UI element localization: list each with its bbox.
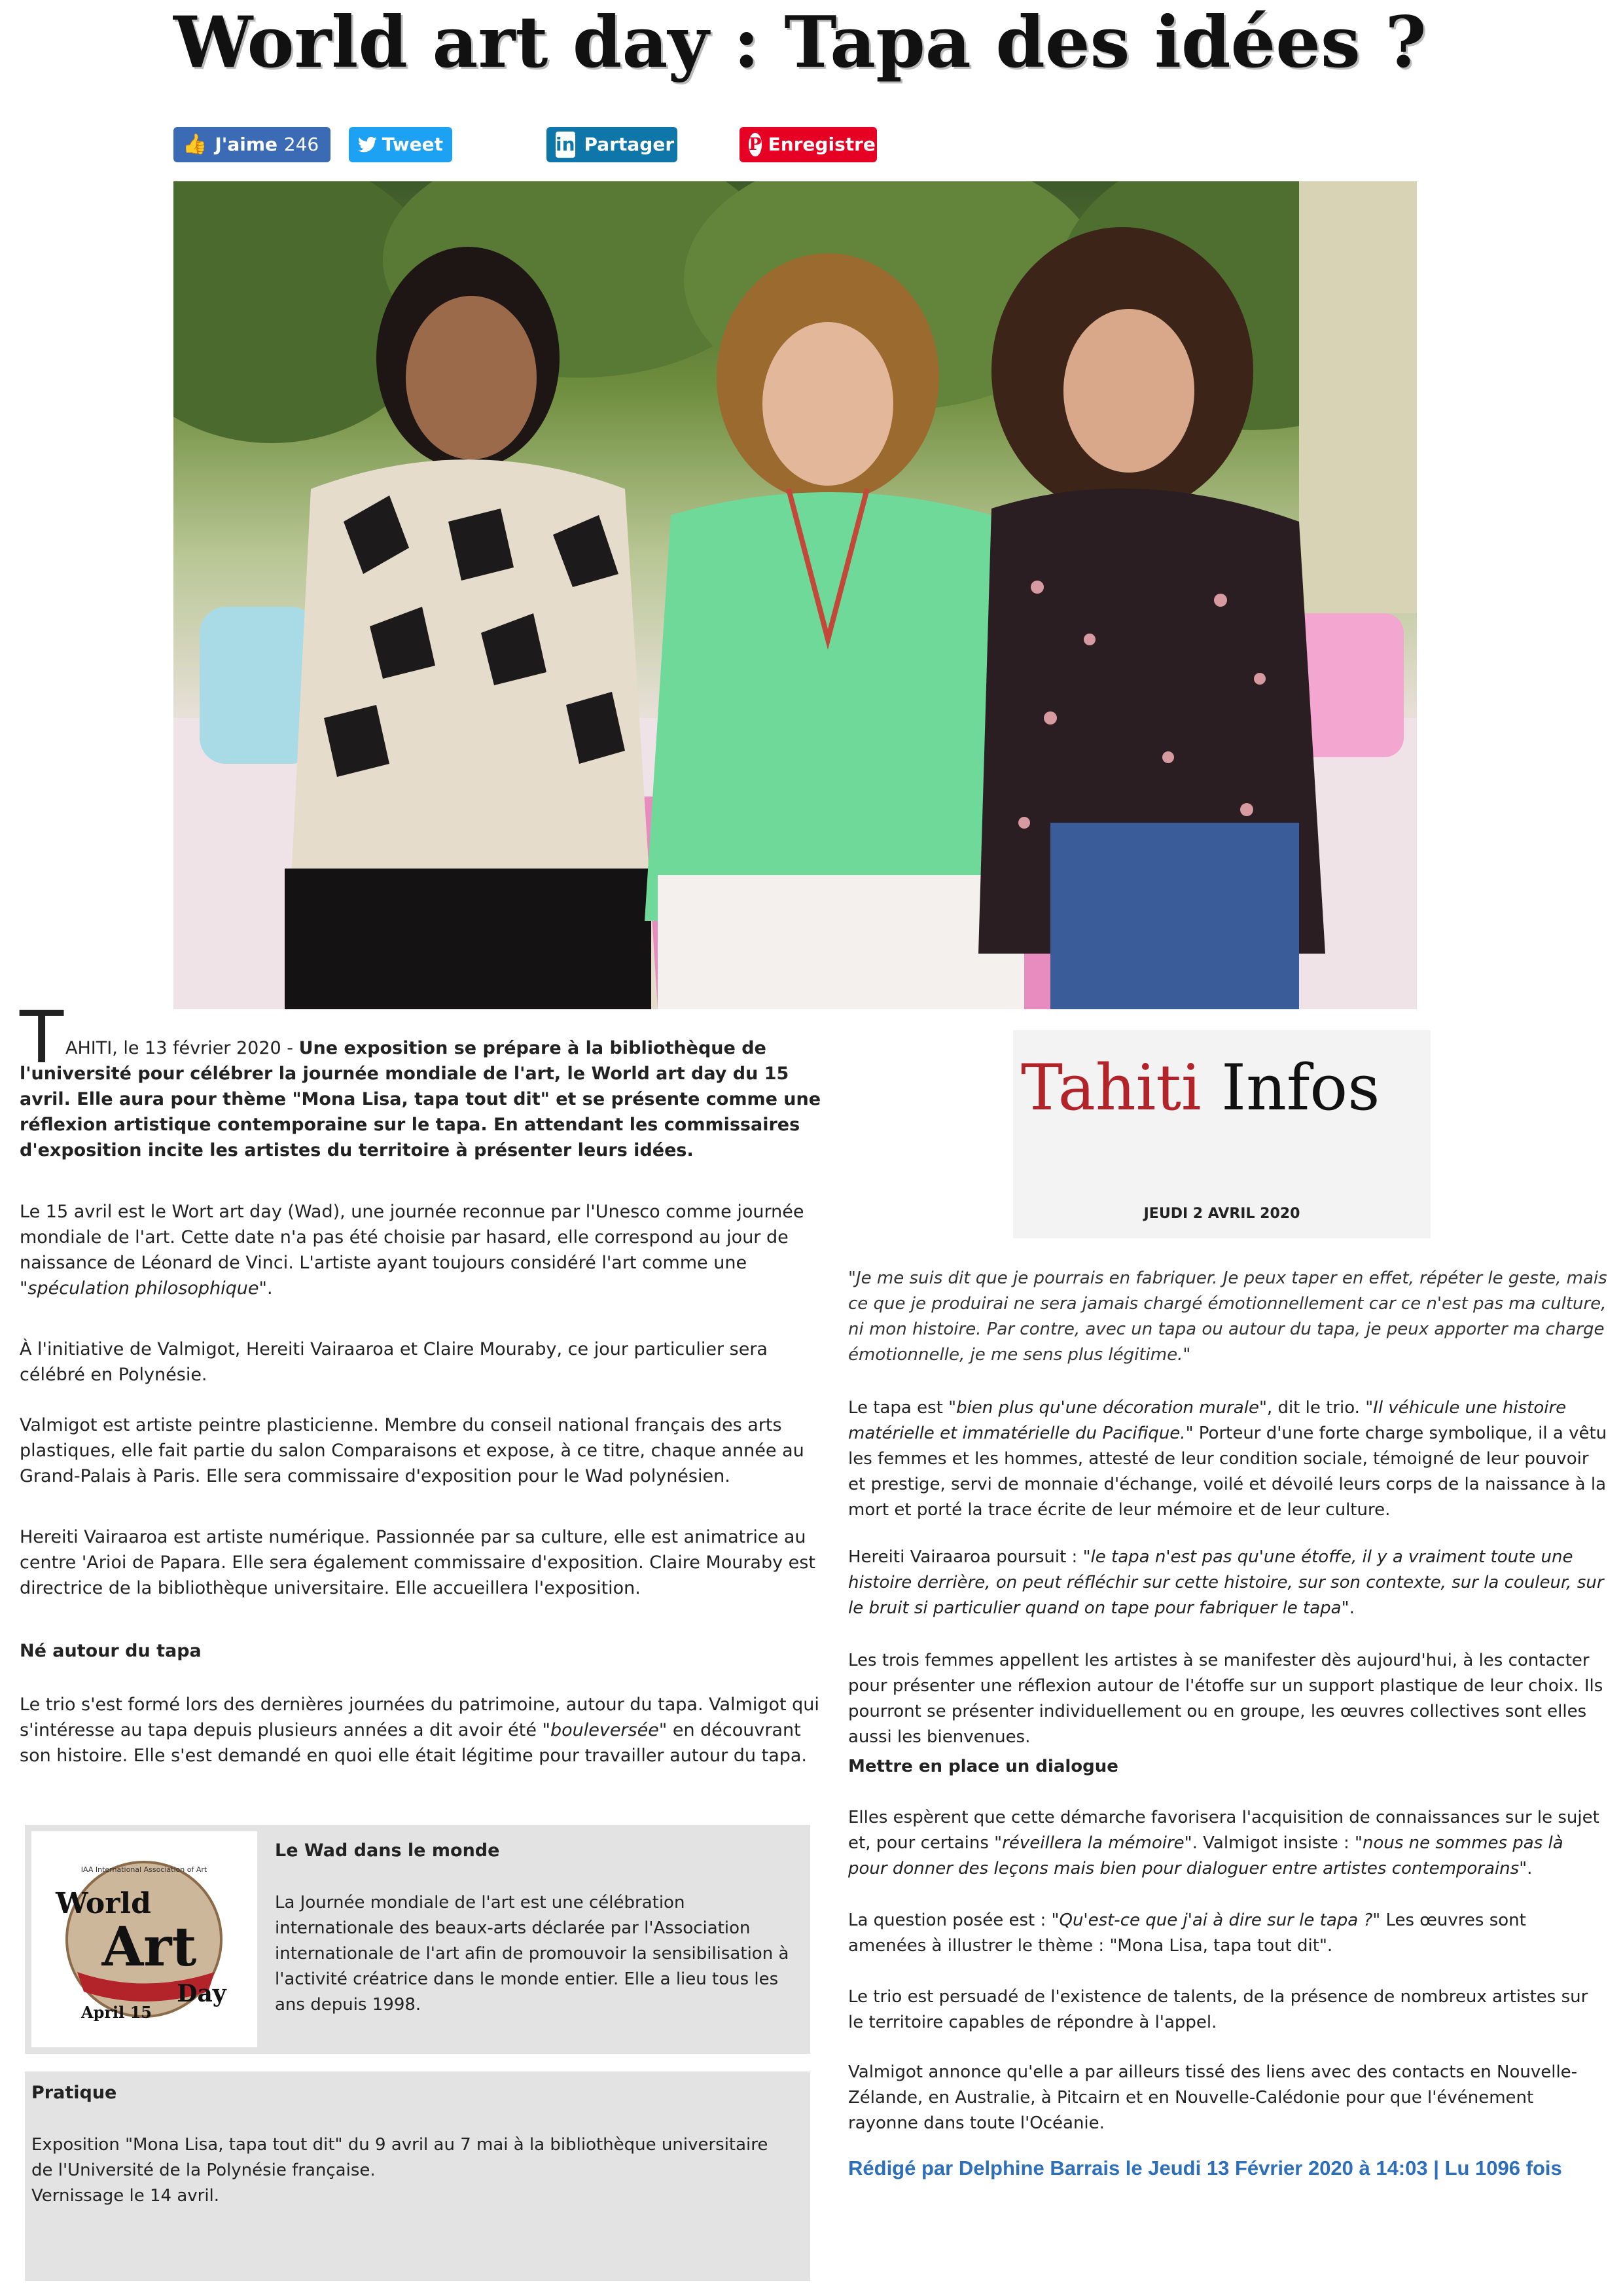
logo-world: World [56, 1887, 151, 1920]
emphasis: nous ne sommes pas là pour donner des leçons mais bien pour dialoguer entre artistes contemporains [848, 1833, 1563, 1878]
dropcap: T [20, 996, 64, 1079]
section-subheading: Né autour du tapa [20, 1641, 202, 1661]
wad-box-title: Le Wad dans le monde [275, 1840, 500, 1861]
article-photo [173, 181, 1417, 1009]
text: Hereiti Vairaaroa poursuit : " [848, 1547, 1091, 1567]
pratique-line: Exposition "Mona Lisa, tapa tout dit" du 9 avril au 7 mai à la bibliothèque universitaire de l'Université de la Polynésie française. [31, 2135, 768, 2180]
pratique-line: Vernissage le 14 avril. [31, 2186, 220, 2206]
world-art-day-logo [31, 1831, 257, 2047]
paragraph [848, 1395, 1607, 1523]
lead-text: Une exposition se prépare à la bibliothèque de l'université pour célébrer la journée mondiale de l'art, le World art day du 15 avril. Elle aura pour thème "Mona Lisa, tapa tout dit" et se présente comme une réflexion artistique contemporaine sur le tapa. En attendant les commissaires d'exposition incite les artistes du territoire à présenter leurs idées. [20, 1038, 821, 1160]
intro-paragraph [20, 1035, 831, 1163]
thumbs-up-icon: 👍 [183, 133, 207, 156]
twitter-bird-icon [358, 135, 377, 154]
text: Elles espèrent que cette démarche favorisera l'acquisition de connaissances sur le sujet et, pour certains " [848, 1808, 1599, 1853]
text: " Porteur d'une forte charge symbolique, il a vêtu les femmes et les hommes, attesté de leur condition sociale, témoigné de leur pouvoir et prestige, servi de monnaie d'échange, voilé et dévoilé leurs corps de la naissance à la mort et porté la trace écrite de leur mémoire et de leur culture. [848, 1424, 1607, 1520]
emphasis: réveillera la mémoire [1002, 1833, 1185, 1853]
masthead-date: JEUDI 2 AVRIL 2020 [1143, 1206, 1300, 1222]
logo-small-text: IAA International Association of Art [80, 1865, 207, 1874]
text: ", dit le trio. " [1258, 1398, 1374, 1418]
pratique-title: Pratique [31, 2083, 117, 2103]
linkedin-icon: in [556, 132, 575, 158]
pinterest-label: Enregistrer [768, 134, 885, 155]
emphasis: bien plus qu'une décoration murale [956, 1398, 1259, 1418]
text: " Les œuvres sont amenées à illustrer le thème : "Mona Lisa, tapa tout dit". [848, 1910, 1526, 1956]
wad-box-text: La Journée mondiale de l'art est une célébration internationale des beaux-arts déclarée par l'Association internationale de l'art afin de promouvoir la sensibilisation à l'activité créatrice dans le monde entier. Elle a lieu tous les ans depuis 1998. [275, 1893, 789, 2015]
masthead-word-infos: Infos [1221, 1051, 1380, 1124]
tweet-button[interactable] [349, 127, 452, 162]
text: " en découvrant son histoire. Elle s'est demandé en quoi elle était légitime pour travailler autour du tapa. [20, 1720, 808, 1766]
text: ". Valmigot insiste : " [1184, 1833, 1363, 1853]
text: ". [1519, 1859, 1533, 1878]
photo-illustration [173, 181, 1417, 1009]
dateline: AHITI, le 13 février 2020 - [65, 1038, 299, 1058]
pinterest-save-button[interactable] [740, 127, 885, 162]
quote-paragraph: "Je me suis dit que je pourrais en fabriquer. Je peux taper en effet, répéter le geste, mais ce que je produirai ne sera jamais chargé émotionnellement car ce n'est pas ma culture, ni mon histoire. Par contre, avec un tapa ou autour du tapa, je peux apporter ma charge émotionnelle, je me sens plus légitime." [848, 1268, 1607, 1365]
emphasis: le tapa n'est pas qu'une étoffe, il y a vraiment toute une histoire derrière, on peut réfléchir sur cette histoire, sur son contexte, sur la couleur, sur le bruit si particulier quand on tape pour fabriquer le tapa [848, 1547, 1604, 1618]
logo-day: Day [177, 1980, 226, 2007]
text: Le tapa est " [848, 1398, 957, 1418]
text: Le trio s'est formé lors des dernières journées du patrimoine, autour du tapa. Valmigot qui s'intéresse au tapa depuis plusieurs années a dit avoir été " [20, 1695, 819, 1740]
paragraph: Hereiti Vairaaroa est artiste numérique. Passionnée par sa culture, elle est animatrice au centre 'Arioi de Papara. Elle sera également commissaire d'exposition. Claire Mouraby est directrice de la bibliothèque universitaire. Elle accueillera l'exposition. [20, 1527, 815, 1598]
emphasis: bouleversée [550, 1720, 659, 1740]
section-subheading: Mettre en place un dialogue [848, 1757, 1118, 1776]
paragraph [20, 1199, 831, 1301]
byline: Rédigé par Delphine Barrais le Jeudi 13 Février 2020 à 14:03 | Lu 1096 fois [848, 2157, 1562, 2179]
masthead-word-tahiti: Tahiti [1021, 1051, 1202, 1124]
paragraph [20, 1692, 831, 1768]
world-art-day-emblem [31, 1831, 257, 2047]
paragraph: Les trois femmes appellent les artistes à se manifester dès aujourd'hui, à les contacter pour présenter une réflexion autour de l'étoffe sur un support plastique de leur choix. Ils pourront se présenter individuellement ou en groupe, les œuvres collectives sont elles aussi les bienvenues. [848, 1651, 1603, 1747]
paragraph: Valmigot annonce qu'elle a par ailleurs tissé des liens avec des contacts en Nouvelle-Zélande, en Australie, à Pitcairn et en Nouvelle-Calédonie pour que l'événement rayonne dans toute l'Océanie. [848, 2062, 1578, 2133]
paragraph [848, 1908, 1607, 1959]
emphasis: spéculation philosophique [27, 1278, 259, 1299]
facebook-like-button[interactable] [173, 127, 330, 162]
tahiti-infos-masthead [1013, 1030, 1431, 1238]
text: ". [259, 1278, 273, 1299]
text: Le 15 avril est le Wort art day (Wad), une journée reconnue par l'Unesco comme journée mondiale de l'art. Cette date n'a pas été choisie par hasard, elle correspond au jour de naissance de Léonard de Vinci. L'artiste ayant toujours considéré l'art comme une " [20, 1202, 804, 1299]
logo-art: Art [101, 1916, 197, 1979]
tweet-label: Tweet [382, 134, 443, 155]
logo-date: April 15 [80, 2003, 152, 2022]
paragraph [848, 1805, 1607, 1882]
like-count: 246 [283, 134, 319, 155]
text: ". [1341, 1598, 1355, 1618]
paragraph: Le trio est persuadé de l'existence de talents, de la présence de nombreux artistes sur le territoire capables de répondre à l'appel. [848, 1987, 1588, 2032]
pinterest-icon: P [749, 133, 762, 156]
like-label: J'aime [215, 134, 278, 155]
linkedin-label: Partager [584, 134, 675, 155]
masthead-logo [1021, 1049, 1380, 1127]
emphasis: Qu'est-ce que j'ai à dire sur le tapa ? [1059, 1910, 1373, 1930]
paragraph: À l'initiative de Valmigot, Hereiti Vairaaroa et Claire Mouraby, ce jour particulier sera célébré en Polynésie. [20, 1339, 768, 1385]
text: La question posée est : " [848, 1910, 1060, 1930]
paragraph [848, 1545, 1607, 1621]
emphasis: Il véhicule une histoire matérielle et immatérielle du Pacifique. [848, 1398, 1567, 1443]
linkedin-share-button[interactable] [546, 127, 677, 162]
article-title: World art day : Tapa des idées ? [173, 1, 1427, 84]
paragraph: Valmigot est artiste peintre plasticienne. Membre du conseil national français des arts plastiques, elle fait partie du salon Comparaisons et expose, à ce titre, chaque année au Grand-Palais à Paris. Elle sera commissaire d'exposition pour le Wad polynésien. [20, 1415, 804, 1486]
